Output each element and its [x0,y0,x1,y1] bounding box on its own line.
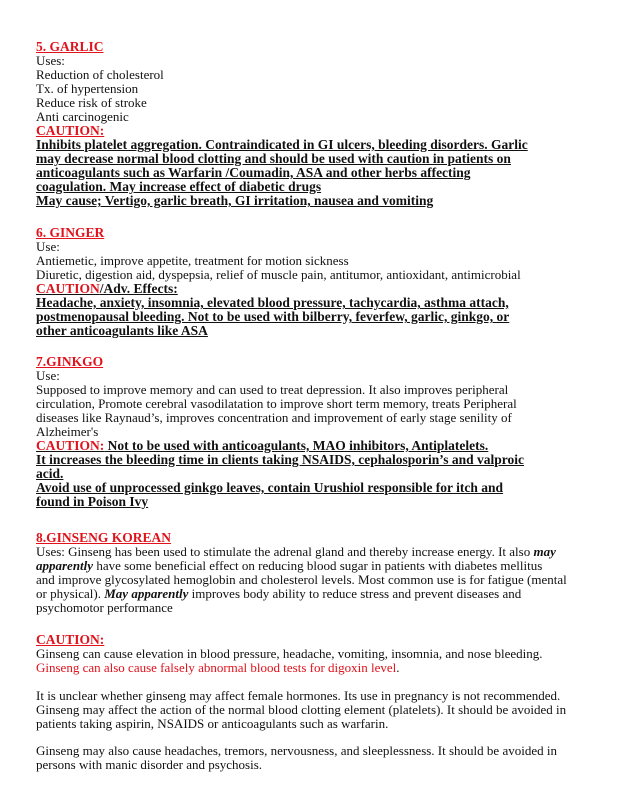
section-ginseng [36,531,604,615]
ginger-caution-line: postmenopausal bleeding. Not to be used with bilberry, feverfew, garlic, ginkgo, or [36,309,510,324]
ginseng-caution-end: . [396,660,400,675]
garlic-use-item: Tx. of hypertension [36,81,139,96]
ginseng-uses-line: psychomotor performance [36,600,173,615]
ginkgo-use-line: Alzheimer's [36,424,99,439]
ginger-caution-line: Headache, anxiety, insomnia, elevated blood pressure, tachycardia, asthma attach, [36,295,509,310]
ginseng-caution-line: Ginseng can cause elevation in blood pressure, headache, vomiting, insomnia, and nose bleeding. [36,646,543,661]
ginseng-uses-text: Uses: Ginseng has been used to stimulate the adrenal gland and thereby increase energy. It also [36,544,534,559]
ginseng-para-line: Ginseng may affect the action of the normal blood clotting element (platelets). It should be avoided in [36,702,567,717]
section-ginseng-para2 [36,689,604,731]
ginger-heading: 6. GINGER [36,225,105,240]
ginseng-para-line: It is unclear whether ginseng may affect female hormones. Its use in pregnancy is not recommended. [36,688,561,703]
ginseng-uses-line [36,587,604,601]
ginseng-caution-label: CAUTION: [36,632,105,647]
garlic-caution-line: may decrease normal blood clotting and should be used with caution in patients on [36,151,511,166]
ginger-caution-line: other anticoagulants like ASA [36,323,208,338]
ginseng-uses-emph: apparently [36,558,94,573]
ginseng-para-line: persons with manic disorder and psychosis. [36,757,263,772]
ginseng-uses-line [36,559,604,573]
ginkgo-caution-line: acid. [36,466,64,481]
garlic-caution-line: coagulation. May increase effect of diabetic drugs [36,179,322,194]
ginger-caution-red: CAUTION [36,281,100,296]
section-ginger [36,226,604,338]
ginseng-uses-emph: may [533,544,556,559]
garlic-uses-label: Uses: [36,53,65,68]
ginkgo-caution-line: found in Poison Ivy [36,494,149,509]
section-garlic [36,40,604,208]
section-ginseng-caution [36,633,604,675]
ginseng-uses-line [36,545,604,559]
ginkgo-caution-line: It increases the bleeding time in clients taking NSAIDS, cephalosporin’s and valproic [36,452,525,467]
ginger-use-item: Antiemetic, improve appetite, treatment for motion sickness [36,253,349,268]
ginger-caution-label [36,282,604,296]
garlic-caution-line: anticoagulants such as Warfarin /Coumadin, ASA and other herbs affecting [36,165,471,180]
ginger-use-item: Diuretic, digestion aid, dyspepsia, relief of muscle pain, antitumor, antioxidant, antimicrobial [36,267,521,282]
ginseng-caution-red: Ginseng can also cause falsely abnormal blood tests for digoxin level [36,660,397,675]
ginseng-uses-text: or physical). [36,586,105,601]
ginseng-para-line: patients taking aspirin, NSAIDS or anticoagulants such as warfarin. [36,716,389,731]
garlic-caution-label: CAUTION: [36,123,105,138]
garlic-caution-line: Inhibits platelet aggregation. Contraindicated in GI ulcers, bleeding disorders. Garlic [36,137,528,152]
section-ginkgo [36,355,604,509]
ginkgo-caution-line: Avoid use of unprocessed ginkgo leaves, contain Urushiol responsible for itch and [36,480,504,495]
ginkgo-use-line: diseases like Raynaud’s, improves concentration and improvement of early stage senility of [36,410,512,425]
ginseng-uses-emph: May apparently [104,586,189,601]
ginseng-uses-text: have some beneficial effect on reducing blood sugar in patients with diabetes mellitus [93,558,543,573]
ginseng-caution-line [36,661,604,675]
garlic-use-item: Anti carcinogenic [36,109,129,124]
ginseng-uses-line: and improve glycosylated hemoglobin and cholesterol levels. Most common use is for fatigue (mental [36,572,567,587]
ginkgo-caution-text: Not to be used with anticoagulants, MAO inhibitors, Antiplatelets. [104,438,489,453]
ginseng-para-line: Ginseng may also cause headaches, tremors, nervousness, and sleeplessness. It should be avoided in [36,743,557,758]
ginkgo-caution-first [36,439,604,453]
garlic-caution-line: May cause; Vertigo, garlic breath, GI irritation, nausea and vomiting [36,193,434,208]
ginkgo-caution-label: CAUTION: [36,438,105,453]
ginkgo-use-line: Supposed to improve memory and can used to treat depression. It also improves peripheral [36,382,509,397]
ginkgo-heading: 7.GINKGO [36,354,104,369]
garlic-heading: 5. GARLIC [36,39,104,54]
ginkgo-use-label: Use: [36,368,60,383]
section-ginseng-para3 [36,744,604,772]
garlic-use-item: Reduction of cholesterol [36,67,164,82]
ginseng-uses-text: improves body ability to reduce stress and prevent diseases and [188,586,522,601]
ginseng-heading: 8.GINSENG KOREAN [36,530,172,545]
ginger-use-label: Use: [36,239,60,254]
ginkgo-use-line: circulation, Promote cerebral vasodilatation to improve short term memory, treats Peripheral [36,396,517,411]
garlic-use-item: Reduce risk of stroke [36,95,147,110]
ginger-caution-rest: /Adv. Effects: [99,281,178,296]
